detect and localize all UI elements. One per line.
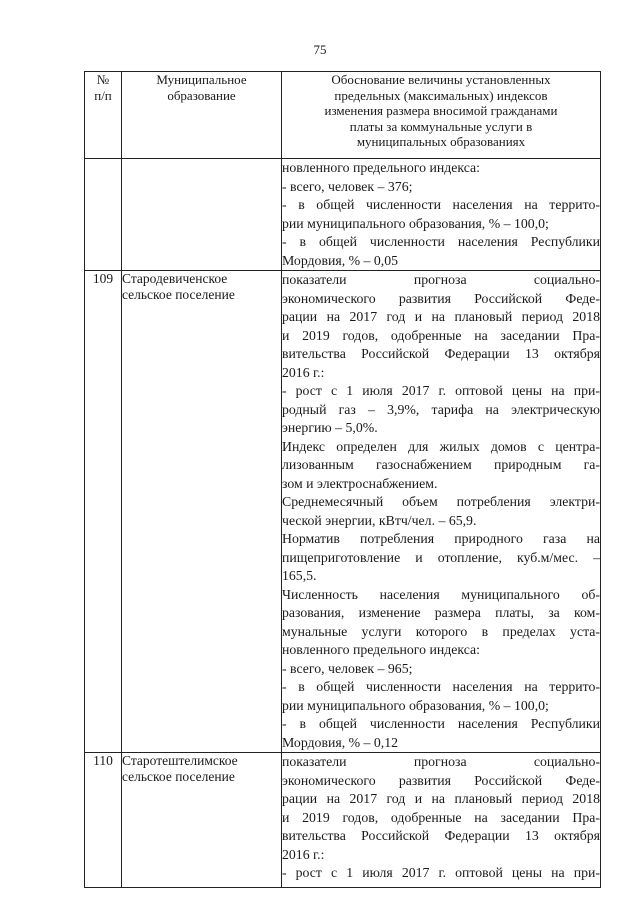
description-line: и 2019 годов, одобренные на заседании Пра- [282, 327, 600, 343]
description-line: экономического развития Российской Феде- [282, 772, 600, 788]
description-line: рации на 2017 год и на плановый период 2018 [282, 791, 600, 806]
description-line: - всего, человек – 965; [282, 660, 413, 676]
indices-table [84, 71, 601, 888]
description-line: - в общей численности населения на террито- [282, 197, 600, 212]
row-municipality [122, 159, 282, 271]
description-line: лизованным газоснабжением природным га- [282, 457, 600, 472]
description-line: энергию – 5,0%. [282, 420, 378, 435]
table-row [85, 753, 601, 888]
description-line: - рост с 1 июля 2017 г. оптовой цены на при- [282, 865, 600, 880]
description-line: Индекс определен для жилых домов с центра- [282, 438, 600, 454]
description-line: - рост с 1 июля 2017 г. оптовой цены на при- [282, 383, 600, 398]
header-number [85, 72, 122, 159]
description-line: рии муниципального образования, % – 100,0; [282, 215, 549, 231]
description-line: ческой энергии, кВтч/чел. – 65,9. [282, 512, 477, 528]
description-line: показатели прогноза социально- [282, 754, 600, 769]
description-line: Среднемесячный объем потребления электри- [282, 494, 600, 509]
description-line: 2016 г.: [282, 364, 325, 380]
description-line: вительства Российской Федерации 13 октября [282, 828, 600, 843]
municipality-line: сельское поселение [122, 286, 235, 302]
header-description-line: Обоснование величины установленных [331, 72, 551, 87]
description-line: рии муниципального образования, % – 100,0; [282, 697, 549, 713]
description-line: зом и электроснабжением. [282, 475, 438, 491]
header-number-line: № [96, 72, 110, 87]
header-description-line: изменения размера вносимой гражданами [324, 103, 558, 118]
table-header-row [85, 72, 601, 159]
header-description-line: муниципальных образованиях [356, 134, 526, 149]
header-number-line: п/п [94, 87, 112, 103]
row-description [282, 271, 601, 753]
table-row [85, 159, 601, 271]
header-municipality [122, 72, 282, 159]
row-number: 109 [85, 271, 122, 753]
description-line: и 2019 годов, одобренные на заседании Пра- [282, 809, 600, 825]
description-line: Норматив потребления природного газа на [282, 531, 600, 546]
description-line: новленного предельного индекса: [282, 160, 480, 175]
row-municipality [122, 271, 282, 753]
description-line: разования, изменение размера платы, за ком- [282, 605, 600, 620]
description-line: родный газ – 3,9%, тарифа на электрическую [282, 401, 600, 417]
description-line: рации на 2017 год и на плановый период 2018 [282, 309, 600, 324]
description-line: новленного предельного индекса: [282, 642, 480, 657]
municipality-line: Стародевиченское [122, 271, 228, 286]
row-municipality [122, 753, 282, 888]
header-description-line: платы за коммунальные услуги в [349, 118, 533, 134]
description-line: 2016 г.: [282, 846, 325, 862]
header-municipality-line: Муниципальное [156, 72, 247, 87]
header-municipality-line: образование [167, 87, 236, 103]
page-number: 75 [313, 42, 327, 57]
description-line: 165,5. [282, 568, 317, 583]
header-description-line: предельных (максимальных) индексов [334, 87, 548, 103]
description-line: Мордовия, % – 0,12 [282, 734, 399, 750]
row-description [282, 753, 601, 888]
description-line: Мордовия, % – 0,05 [282, 252, 399, 268]
municipality-line: Старотештелимское [122, 753, 238, 768]
description-line: Численность населения муниципального об- [282, 586, 600, 602]
municipality-line: сельское поселение [122, 768, 235, 784]
row-number [85, 159, 122, 271]
header-description [282, 72, 601, 159]
table-row [85, 271, 601, 753]
row-number: 110 [85, 753, 122, 888]
description-line: показатели прогноза социально- [282, 272, 600, 287]
description-line: - в общей численности населения Республики [282, 234, 600, 249]
description-line: мунальные услуги которого в пределах уста- [282, 623, 600, 639]
description-line: - в общей численности населения на террито- [282, 679, 600, 694]
description-line: пищеприготовление и отопление, куб.м/мес. – [282, 549, 600, 565]
row-description [282, 159, 601, 271]
description-line: - всего, человек – 376; [282, 178, 413, 194]
description-line: вительства Российской Федерации 13 октября [282, 346, 600, 361]
description-line: экономического развития Российской Феде- [282, 290, 600, 306]
description-line: - в общей численности населения Республики [282, 716, 600, 731]
